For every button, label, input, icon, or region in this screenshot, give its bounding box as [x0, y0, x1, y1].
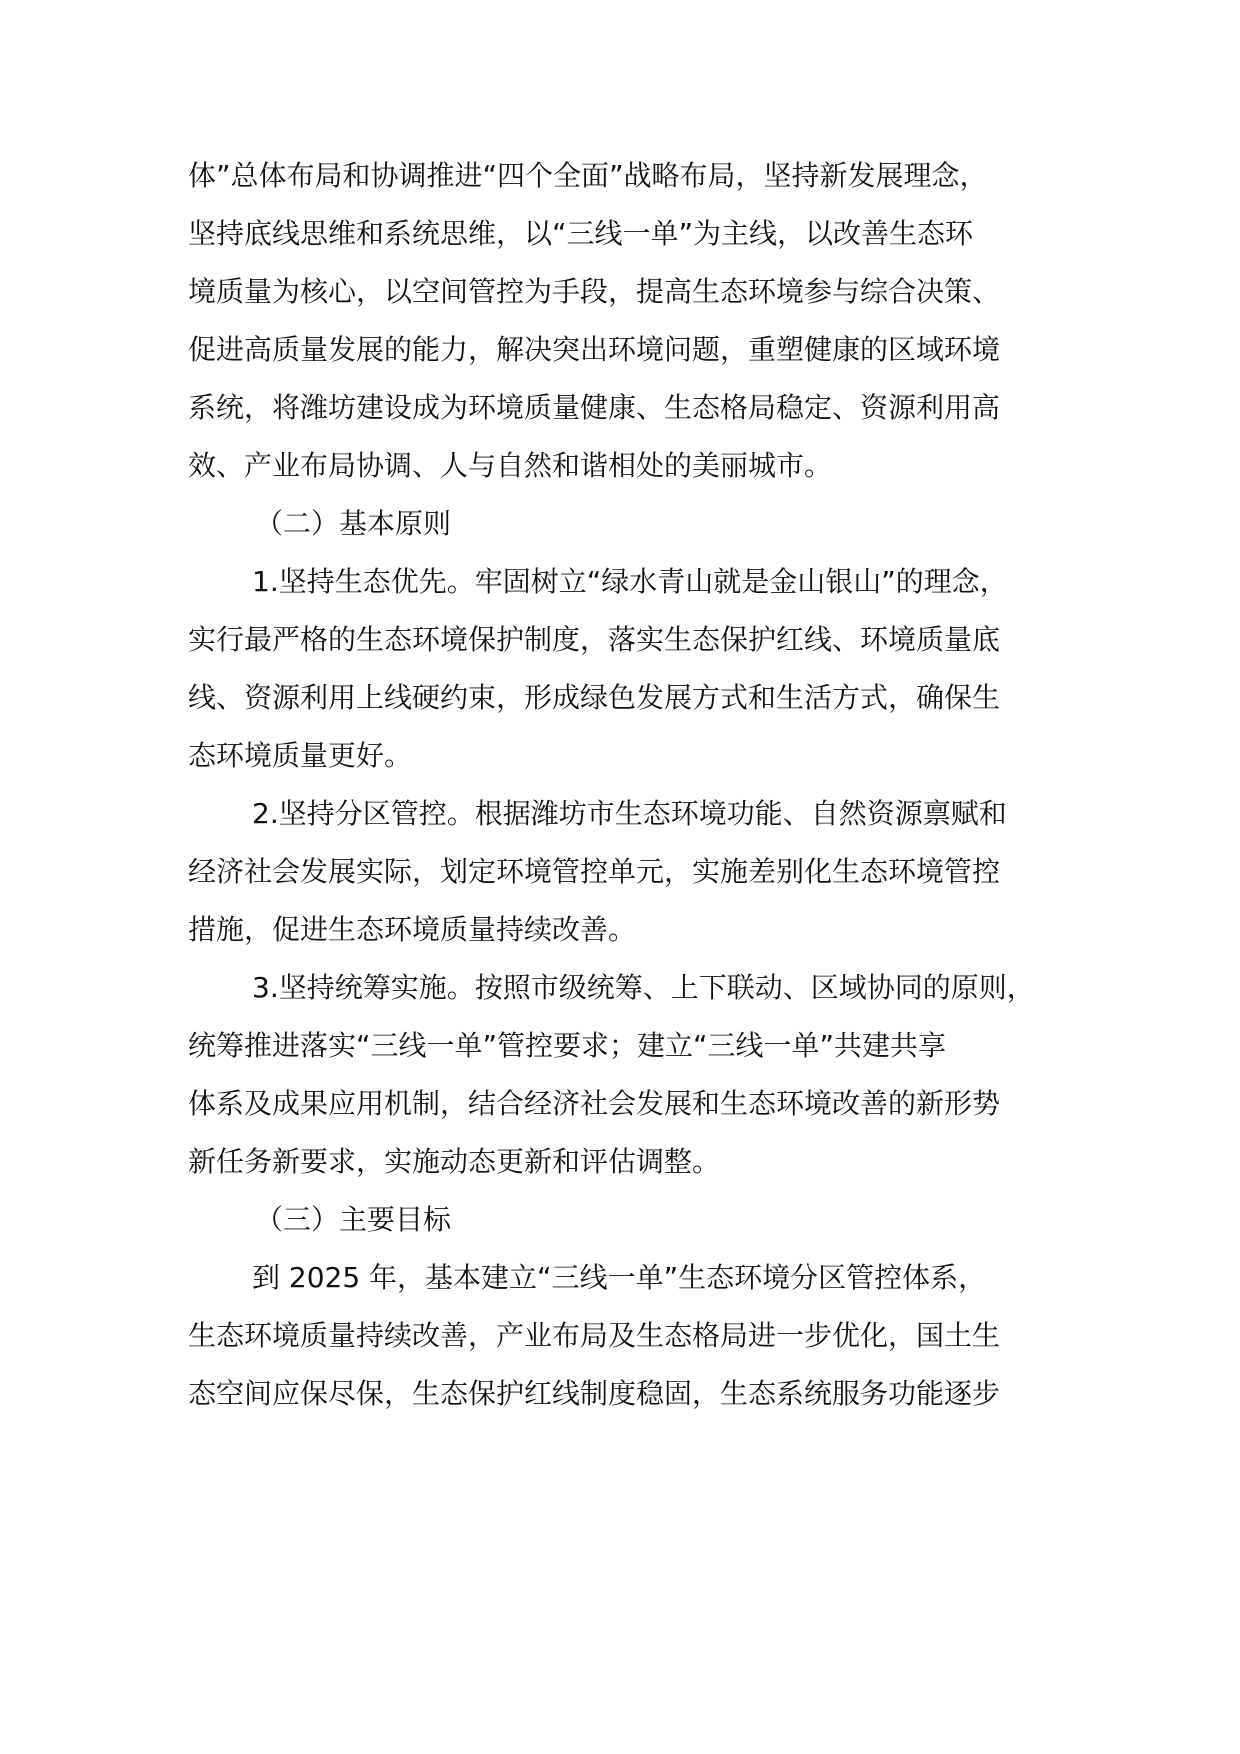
paragraph-line: 线、资源利用上线硬约束，形成绿色发展方式和生活方式，确保生 [188, 681, 1001, 714]
paragraph-line: 到 2025 年，基本建立“三线一单”生态环境分区管控体系， [252, 1261, 987, 1294]
paragraph-line: 促进高质量发展的能力，解决突出环境问题，重塑健康的区域环境 [188, 333, 1001, 366]
paragraph-line: 经济社会发展实际，划定环境管控单元，实施差别化生态环境管控 [188, 855, 1001, 888]
section-heading-objectives: （三）主要目标 [255, 1203, 452, 1236]
paragraph-line: 3.坚持统筹实施。按照市级统筹、上下联动、区域协同的原则， [252, 971, 1035, 1004]
paragraph-line: 2.坚持分区管控。根据潍坊市生态环境功能、自然资源禀赋和 [252, 797, 1007, 830]
paragraph-line: 系统，将潍坊建设成为环境质量健康、生态格局稳定、资源利用高 [188, 391, 1001, 424]
paragraph-line: 境质量为核心，以空间管控为手段，提高生态环境参与综合决策、 [188, 275, 1001, 308]
paragraph-line: 坚持底线思维和系统思维，以“三线一单”为主线，以改善生态环 [188, 217, 974, 250]
paragraph-line: 措施，促进生态环境质量持续改善。 [188, 913, 637, 946]
paragraph-line: 生态环境质量持续改善，产业布局及生态格局进一步优化，国土生 [188, 1319, 1001, 1352]
paragraph-line: 实行最严格的生态环境保护制度，落实生态保护红线、环境质量底 [188, 623, 1001, 656]
paragraph-line: 1.坚持生态优先。牢固树立“绿水青山就是金山银山”的理念， [252, 565, 1008, 598]
paragraph-line: 态环境质量更好。 [188, 739, 413, 772]
paragraph-line: 体系及成果应用机制，结合经济社会发展和生态环境改善的新形势 [188, 1087, 1001, 1120]
paragraph-line: 统筹推进落实“三线一单”管控要求；建立“三线一单”共建共享 [188, 1029, 947, 1062]
paragraph-line: 态空间应保尽保，生态保护红线制度稳固，生态系统服务功能逐步 [188, 1377, 1001, 1410]
paragraph-line: 体”总体布局和协调推进“四个全面”战略布局，坚持新发展理念， [188, 159, 988, 192]
section-heading-principles: （二）基本原则 [255, 507, 452, 540]
paragraph-line: 新任务新要求，实施动态更新和评估调整。 [188, 1145, 721, 1178]
paragraph-line: 效、产业布局协调、人与自然和谐相处的美丽城市。 [188, 449, 833, 482]
